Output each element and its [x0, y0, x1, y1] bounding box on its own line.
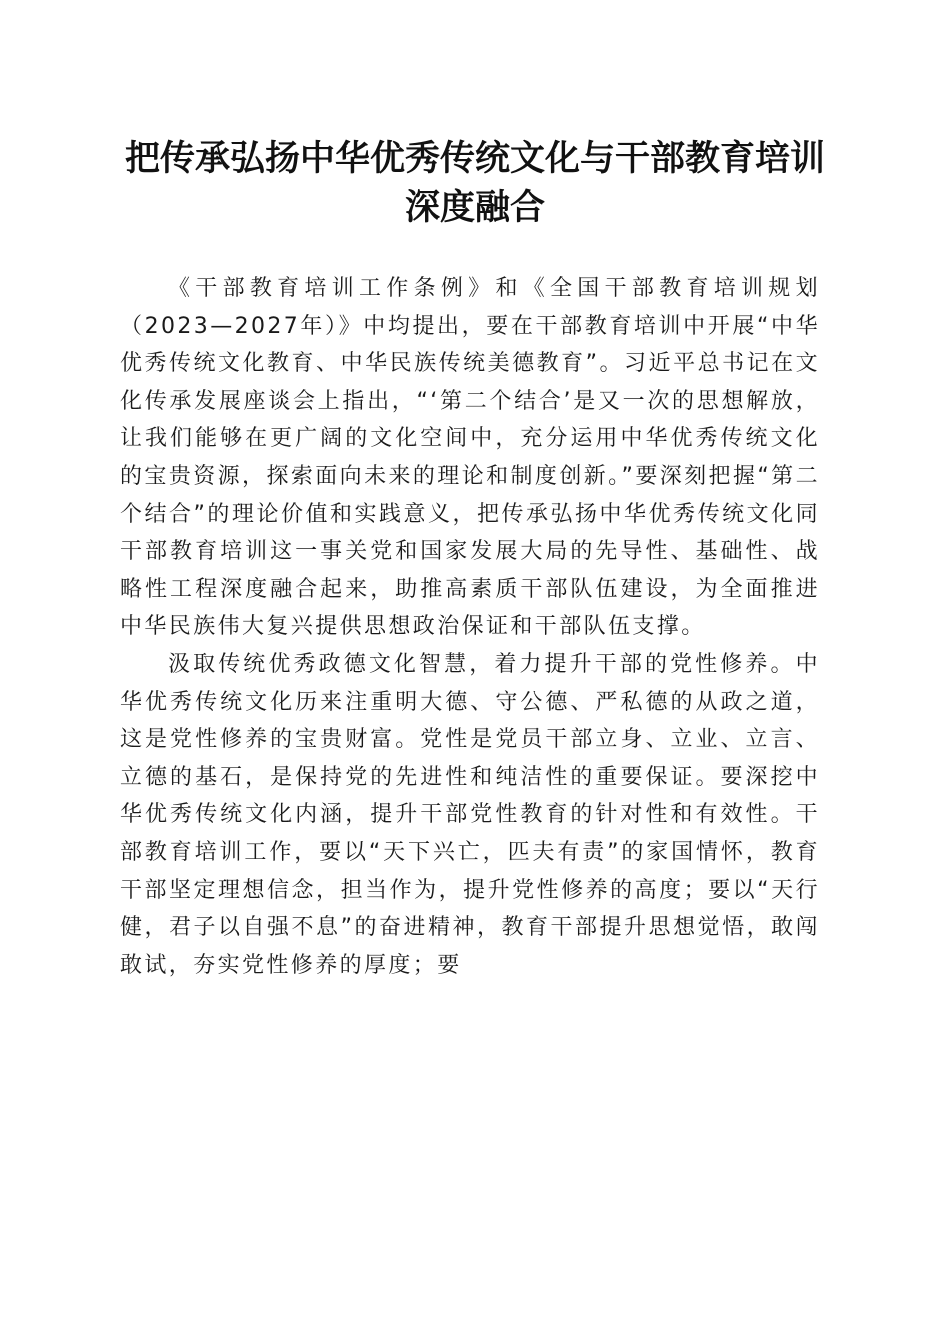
document-title-line-2: 深度融合	[404, 187, 545, 228]
paragraph-2: 汲取传统优秀政德文化智慧，着力提升干部的党性修养。中华优秀传统文化历来注重明大德、守公德、严私德的从政之道，这是党性修养的宝贵财富。党性是党员干部立身、立业、立言、立德的基石，是保持党的先进性和纯洁性的重要保证。要深挖中华优秀传统文化内涵，提升干部党性教育的针对性和有效性。干部教育培训工作，要以“天下兴亡，匹夫有责”的家国情怀，教育干部坚定理想信念，担当作为，提升党性修养的高度；要以“天行健，君子以自强不息”的奋进精神，教育干部提升思想觉悟，敢闯敢试，夯实党性修养的厚度；要	[120, 651, 820, 978]
document-title-line-1: 把传承弘扬中华优秀传统文化与干部教育培训	[124, 138, 825, 179]
document-body	[120, 270, 820, 984]
paragraph-1: 《干部教育培训工作条例》和《全国干部教育培训规划（2023—2027年）》中均提出，要在干部教育培训中开展“中华优秀传统文化教育、中华民族传统美德教育”。习近平总书记在文化传承发展座谈会上指出，“‘第二个结合’是又一次的思想解放，让我们能够在更广阔的文化空间中，充分运用中华优秀传统文化的宝贵资源，探索面向未来的理论和制度创新。”要深刻把握“第二个结合”的理论价值和实践意义，把传承弘扬中华优秀传统文化同干部教育培训这一事关党和国家发展大局的先导性、基础性、战略性工程深度融合起来，助推高素质干部队伍建设，为全面推进中华民族伟大复兴提供思想政治保证和干部队伍支撑。	[120, 276, 820, 640]
